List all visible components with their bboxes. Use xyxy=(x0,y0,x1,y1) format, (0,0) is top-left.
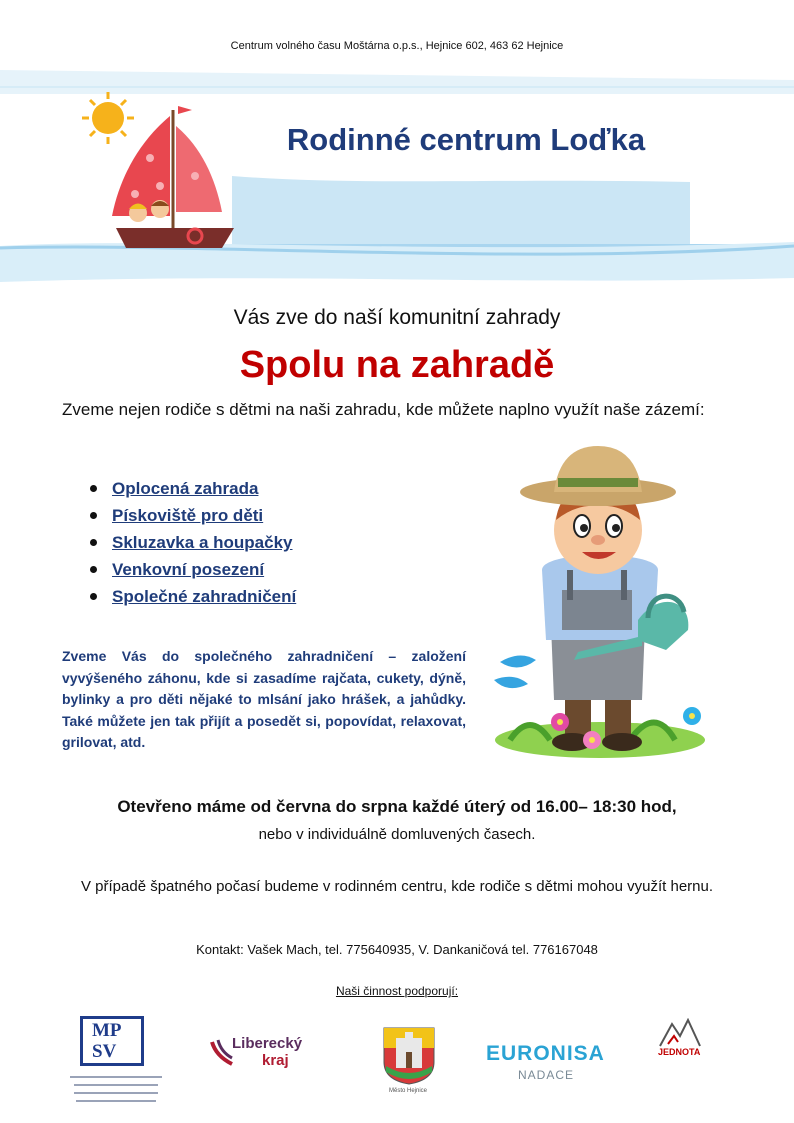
organization-header: Centrum volného času Moštárna o.p.s., Hejnice 602, 463 62 Hejnice xyxy=(230,40,564,52)
jednota-logo-text: JEDNOTA xyxy=(658,1047,701,1057)
liberecky-kraj-logo-subtext: kraj xyxy=(262,1052,289,1069)
liberecky-kraj-logo-text: Liberecký xyxy=(232,1035,303,1052)
bullet-icon xyxy=(90,512,97,519)
feature-item: Skluzavka a houpačky xyxy=(88,529,296,556)
event-title: Spolu na zahradě xyxy=(239,344,555,386)
mpsv-logo: MP SV xyxy=(80,1016,144,1066)
bullet-icon xyxy=(90,485,97,492)
jednota-mountain-icon xyxy=(658,1018,702,1048)
invitation-lead: Vás zve do naší komunitní zahrady xyxy=(233,306,561,329)
gardening-paragraph: Zveme Vás do společného zahradničení – založení vyvýšeného záhonu, kde si zasadíme rajčata, cukety, dýně, bylinky a pro děti nějaké to mlsání jako hrášek, a jahůdky. Také můžete jen tak přijít a posedět si, popovídat, relaxovat, grilovat, atd. xyxy=(62,648,466,750)
banner-graphic xyxy=(0,66,794,286)
feature-item: Pískoviště pro děti xyxy=(88,502,296,529)
bullet-icon xyxy=(90,593,97,600)
bullet-icon xyxy=(90,539,97,546)
euronisa-logo-subtext: NADACE xyxy=(518,1068,575,1082)
centre-title: Rodinné centrum Loďka xyxy=(286,122,646,157)
liberecky-kraj-swoosh-icon xyxy=(210,1038,234,1068)
hejnice-coat-of-arms-icon xyxy=(382,1026,436,1086)
opening-hours: Otevřeno máme od června do srpna každé úterý od 16.00– 18:30 hod, xyxy=(117,797,677,816)
bullet-icon xyxy=(90,566,97,573)
supporters-heading: Naši činnost podporují: xyxy=(335,984,459,998)
mpsv-fineprint-graphic xyxy=(66,1072,166,1106)
feature-item: Společné zahradničení xyxy=(88,583,296,610)
gardener-illustration xyxy=(470,440,770,770)
hejnice-logo-caption: Město Hejnice xyxy=(388,1088,427,1094)
contact-info: Kontakt: Vašek Mach, tel. 775640935, V. Dankaničová tel. 776167048 xyxy=(196,942,598,957)
intro-paragraph: Zveme nejen rodiče s dětmi na naši zahradu, kde můžete naplno využít naše zázemí: xyxy=(62,400,705,419)
feature-list xyxy=(88,475,296,610)
bad-weather-note: V případě špatného počasí budeme v rodinném centru, kde rodiče s dětmi mohou využít hernu. xyxy=(80,878,714,895)
feature-item: Venkovní posezení xyxy=(88,556,296,583)
feature-item: Oplocená zahrada xyxy=(88,475,296,502)
euronisa-logo-text: EURONISA xyxy=(486,1042,605,1065)
opening-hours-note: nebo v individuálně domluvených časech. xyxy=(258,826,536,843)
